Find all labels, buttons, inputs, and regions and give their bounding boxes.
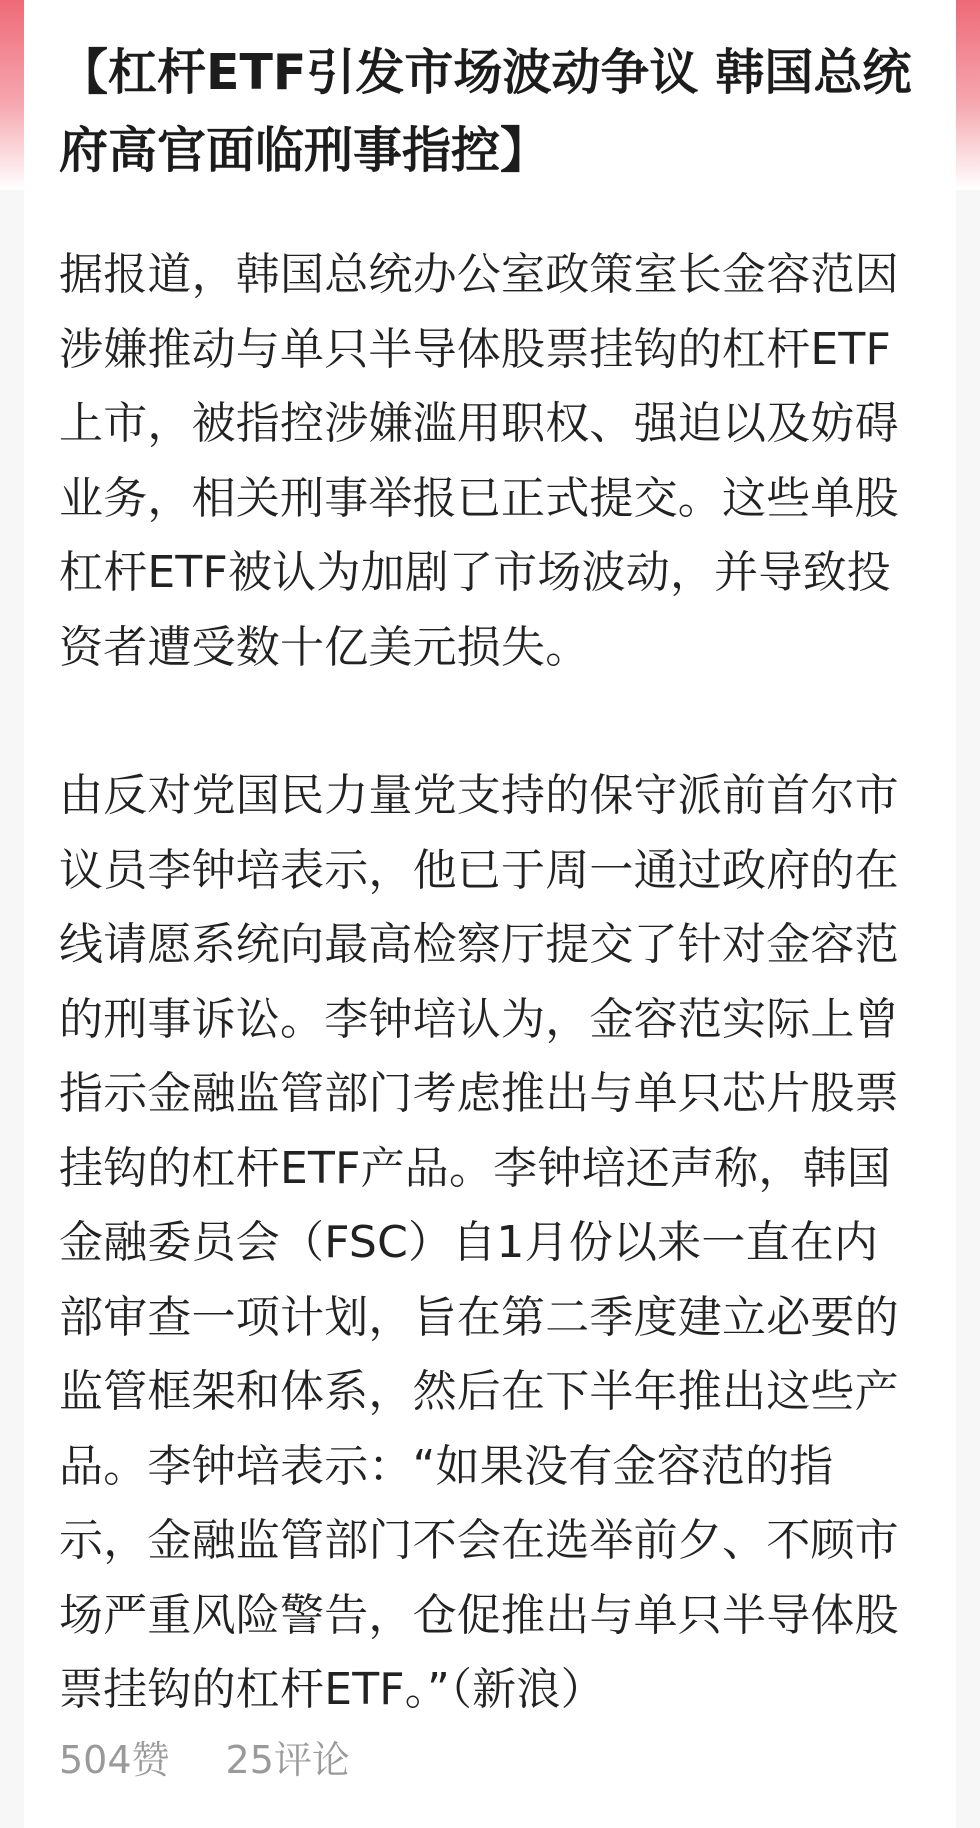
article-headline: 【杠杆ETF引发市场波动争议 韩国总统府高官面临刑事指控】: [59, 44, 912, 179]
like-count-button[interactable]: 504赞: [59, 1738, 170, 1782]
engagement-bar: [59, 1735, 350, 1785]
left-edge-gutter: [0, 190, 24, 1828]
right-edge-accent: [956, 0, 980, 190]
article: [59, 34, 921, 1728]
article-paragraph-1: 据报道，韩国总统办公室政策室长金容范因涉嫌推动与单只半导体股票挂钩的杠杆ETF上市，被指控涉嫌滥用职权、强迫以及妨碍业务，相关刑事举报已正式提交。这些单股杠杆ETF被认为加剧了市场波动，并导致投资者遭受数十亿美元损失。: [59, 249, 899, 673]
right-edge-gutter: [956, 190, 980, 1828]
article-paragraph-2: 由反对党国民力量党支持的保守派前首尔市议员李钟培表示，他已于周一通过政府的在线请愿系统向最高检察厅提交了针对金容范的刑事诉讼。李钟培认为，金容范实际上曾指示金融监管部门考虑推出与单只芯片股票挂钩的杠杆ETF产品。李钟培还声称，韩国金融委员会（FSC）自1月份以来一直在内部审查一项计划，旨在第二季度建立必要的监管框架和体系，然后在下半年推出这些产品。李钟培表示：“如果没有金容范的指示，金融监管部门不会在选举前夕、不顾市场严重风险警告，仓促推出与单只半导体股票挂钩的杠杆ETF。”（新浪）: [59, 770, 899, 1715]
left-edge-accent: [0, 0, 24, 190]
comment-count-button[interactable]: 25评论: [225, 1738, 350, 1782]
